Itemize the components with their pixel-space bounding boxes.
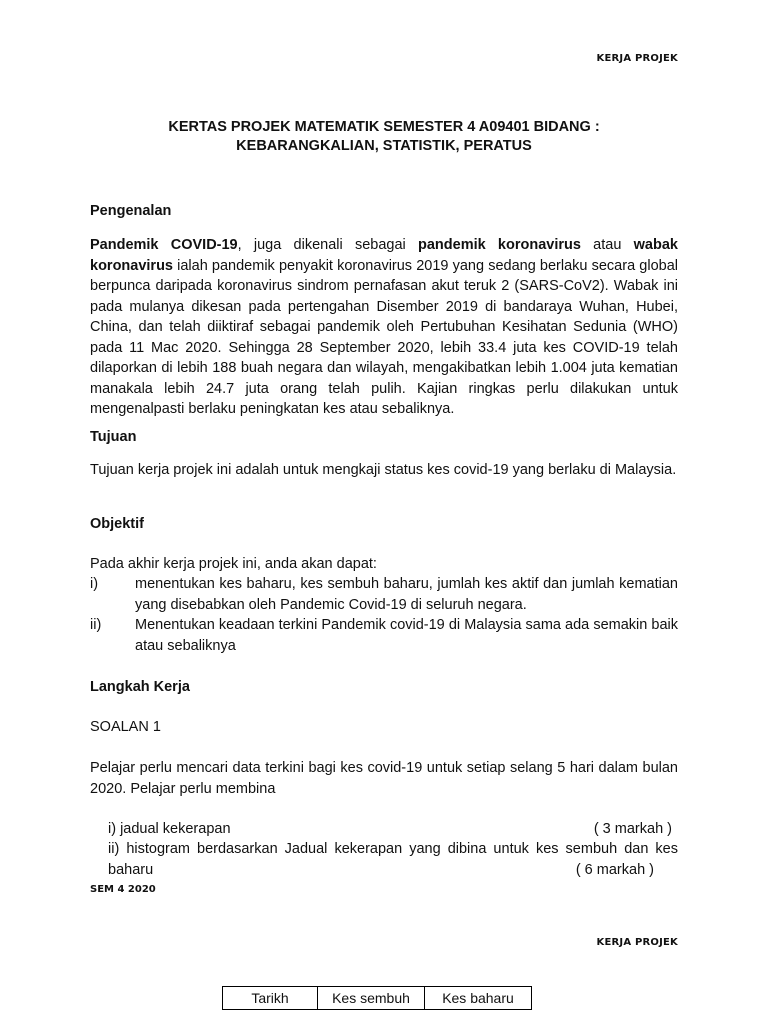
section-heading-langkah-kerja: Langkah Kerja bbox=[90, 679, 190, 695]
bold-term-wabak: wabak koronavirus bbox=[90, 237, 678, 274]
table-header-cell: Tarikh bbox=[223, 987, 318, 1010]
objective-item-2: ii) Menentukan keadaan terkini Pandemik covid-19 di Malaysia sama ada semakin baik atau sebaliknya bbox=[90, 617, 678, 654]
bold-term-covid: Pandemik COVID-19 bbox=[90, 237, 238, 253]
document-title bbox=[90, 118, 678, 156]
objective-item-1: i) menentukan kes baharu, kes sembuh baharu, jumlah kes aktif dan jumlah kematian yang disebabkan oleh Pandemic Covid-19 di seluruh negara. bbox=[90, 576, 678, 613]
table-header-cell: Kes baharu bbox=[425, 987, 532, 1010]
question-paragraph: Pelajar perlu mencari data terkini bagi kes covid-19 untuk setiap selang 5 hari dalam bulan 2020. Pelajar perlu membina bbox=[90, 760, 678, 797]
task-2: ii) histogram berdasarkan Jadual kekerapan yang dibina untuk kes sembuh dan kes baharu ( 6 markah ) bbox=[108, 839, 678, 880]
table-header-cell: Kes sembuh bbox=[318, 987, 425, 1010]
section-heading-objektif: Objektif bbox=[90, 516, 144, 532]
section-heading-pengenalan: Pengenalan bbox=[90, 203, 172, 219]
page-header: KERJA PROJEK bbox=[596, 53, 678, 64]
title-line-2: KEBARANGKALIAN, STATISTIK, PERATUS bbox=[236, 138, 532, 154]
purpose-paragraph: Tujuan kerja projek ini adalah untuk mengkaji status kes covid-19 yang berlaku di Malaysia. bbox=[90, 462, 677, 478]
title-line-1: KERTAS PROJEK MATEMATIK SEMESTER 4 A09401 BIDANG : bbox=[168, 119, 600, 135]
question-label: SOALAN 1 bbox=[90, 719, 161, 735]
page-footer: SEM 4 2020 bbox=[90, 884, 156, 895]
frequency-table bbox=[222, 986, 532, 1010]
task-2-marks: ( 6 markah ) bbox=[575, 861, 654, 878]
task-1: i) jadual kekerapan ( 3 markah ) bbox=[108, 819, 678, 840]
table-header-row bbox=[223, 987, 532, 1010]
page-header-2: KERJA PROJEK bbox=[596, 937, 678, 948]
objective-lead: Pada akhir kerja projek ini, anda akan dapat: bbox=[90, 556, 377, 572]
bold-term-pandemik: pandemik koronavirus bbox=[418, 237, 581, 253]
task-1-marks: ( 3 markah ) bbox=[593, 821, 672, 837]
section-heading-tujuan: Tujuan bbox=[90, 429, 137, 445]
intro-paragraph: Pandemik COVID-19, juga dikenali sebagai pandemik koronavirus atau wabak koronavirus ialah pandemik penyakit koronavirus 2019 yang sedang berlaku secara global berpunca daripada koronavirus sindrom pernafasan akut teruk 2 (SARS-CoV2). Wabak ini pada mulanya dikesan pada pertengahan Disember 2019 di bandaraya Wuhan, Hubei, China, dan telah diiktiraf sebagai pandemik oleh Pertubuhan Kesihatan Sedunia (WHO) pada 11 Mac 2020. Sehingga 28 September 2020, lebih 33.4 juta kes COVID-19 telah dilaporkan di lebih 188 buah negara dan wilayah, mengakibatkan lebih 1.004 juta kematian manakala lebih 24.7 juta orang telah pulih. Kajian ringkas perlu dilakukan untuk mengenalpasti berlaku peningkatan kes atau sebaliknya. bbox=[90, 237, 678, 417]
